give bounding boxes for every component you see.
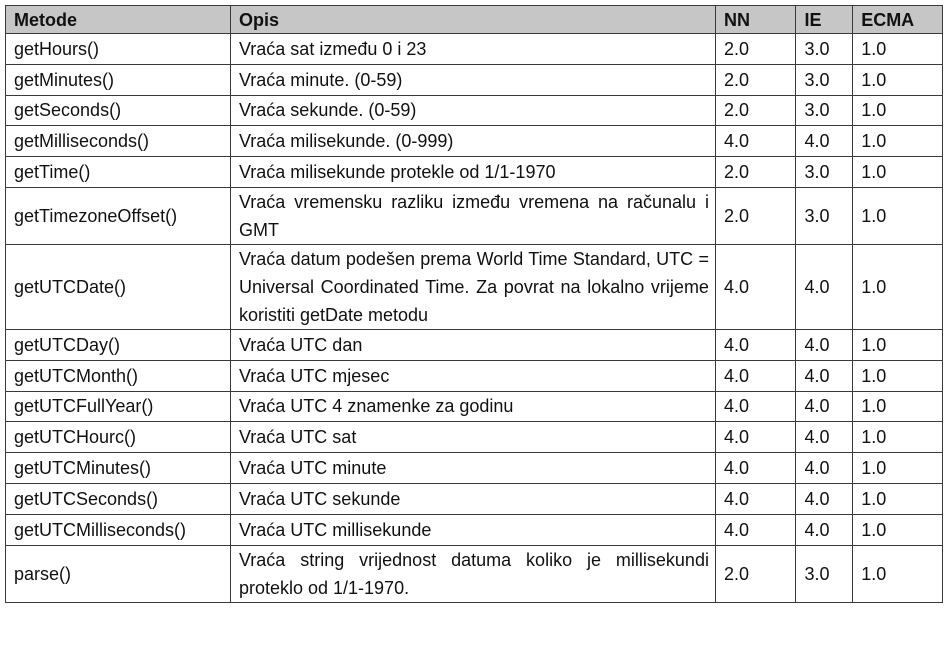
header-metode: Metode (6, 6, 231, 34)
cell-opis: Vraća UTC sat (230, 422, 715, 453)
header-opis: Opis (230, 6, 715, 34)
cell-ie: 4.0 (796, 483, 853, 514)
cell-metoda: getUTCMilliseconds() (6, 514, 231, 545)
table-row (6, 187, 943, 244)
cell-metoda: getTime() (6, 157, 231, 188)
cell-ie: 4.0 (796, 329, 853, 360)
table-row (6, 34, 943, 65)
cell-metoda: parse() (6, 545, 231, 602)
cell-opis: Vraća UTC dan (230, 329, 715, 360)
cell-ecma: 1.0 (853, 64, 943, 95)
cell-opis: Vraća UTC sekunde (230, 483, 715, 514)
cell-metoda: getMinutes() (6, 64, 231, 95)
table-row (6, 64, 943, 95)
cell-ecma: 1.0 (853, 34, 943, 65)
cell-opis: Vraća sat između 0 i 23 (230, 34, 715, 65)
cell-nn: 4.0 (715, 514, 795, 545)
cell-ecma: 1.0 (853, 483, 943, 514)
cell-nn: 2.0 (715, 545, 795, 602)
cell-opis: Vraća UTC millisekunde (230, 514, 715, 545)
table-header (6, 6, 943, 34)
cell-nn: 4.0 (715, 244, 795, 329)
cell-nn: 2.0 (715, 157, 795, 188)
cell-nn: 4.0 (715, 422, 795, 453)
cell-metoda: getUTCFullYear() (6, 391, 231, 422)
cell-opis: Vraća sekunde. (0-59) (230, 95, 715, 126)
cell-opis: Vraća vremensku razliku između vremena na računalu i GMT (230, 187, 715, 244)
cell-ecma: 1.0 (853, 422, 943, 453)
cell-metoda: getHours() (6, 34, 231, 65)
cell-opis: Vraća datum podešen prema World Time Standard, UTC = Universal Coordinated Time. Za povrat na lokalno vrijeme koristiti getDate metodu (230, 244, 715, 329)
table-row (6, 483, 943, 514)
cell-metoda: getUTCDate() (6, 244, 231, 329)
table-row (6, 126, 943, 157)
cell-ie: 4.0 (796, 514, 853, 545)
cell-nn: 2.0 (715, 95, 795, 126)
table-row (6, 545, 943, 602)
cell-nn: 2.0 (715, 187, 795, 244)
table-row (6, 422, 943, 453)
table-row (6, 95, 943, 126)
table-row (6, 157, 943, 188)
table-row (6, 360, 943, 391)
cell-ecma: 1.0 (853, 360, 943, 391)
cell-nn: 4.0 (715, 329, 795, 360)
table-row (6, 514, 943, 545)
cell-ecma: 1.0 (853, 453, 943, 484)
cell-ie: 4.0 (796, 422, 853, 453)
cell-ie: 4.0 (796, 244, 853, 329)
table-row (6, 391, 943, 422)
header-ie: IE (796, 6, 853, 34)
cell-ecma: 1.0 (853, 244, 943, 329)
cell-ie: 4.0 (796, 453, 853, 484)
cell-metoda: getSeconds() (6, 95, 231, 126)
cell-ie: 3.0 (796, 187, 853, 244)
cell-ecma: 1.0 (853, 329, 943, 360)
cell-ie: 3.0 (796, 545, 853, 602)
cell-metoda: getUTCSeconds() (6, 483, 231, 514)
cell-metoda: getTimezoneOffset() (6, 187, 231, 244)
cell-nn: 4.0 (715, 391, 795, 422)
cell-opis: Vraća milisekunde. (0-999) (230, 126, 715, 157)
cell-ie: 3.0 (796, 157, 853, 188)
cell-ie: 3.0 (796, 95, 853, 126)
header-nn: NN (715, 6, 795, 34)
table-row (6, 244, 943, 329)
cell-opis: Vraća string vrijednost datuma koliko je millisekundi proteklo od 1/1-1970. (230, 545, 715, 602)
cell-opis: Vraća UTC minute (230, 453, 715, 484)
cell-metoda: getUTCMonth() (6, 360, 231, 391)
cell-opis: Vraća minute. (0-59) (230, 64, 715, 95)
cell-ecma: 1.0 (853, 187, 943, 244)
cell-nn: 4.0 (715, 126, 795, 157)
table-body (6, 34, 943, 603)
cell-metoda: getMilliseconds() (6, 126, 231, 157)
header-row (6, 6, 943, 34)
cell-ecma: 1.0 (853, 514, 943, 545)
cell-ecma: 1.0 (853, 391, 943, 422)
cell-metoda: getUTCHourc() (6, 422, 231, 453)
cell-opis: Vraća UTC 4 znamenke za godinu (230, 391, 715, 422)
cell-nn: 2.0 (715, 64, 795, 95)
header-ecma: ECMA (853, 6, 943, 34)
cell-nn: 4.0 (715, 360, 795, 391)
cell-ecma: 1.0 (853, 95, 943, 126)
cell-ecma: 1.0 (853, 545, 943, 602)
cell-ie: 4.0 (796, 360, 853, 391)
cell-nn: 2.0 (715, 34, 795, 65)
cell-metoda: getUTCDay() (6, 329, 231, 360)
cell-nn: 4.0 (715, 483, 795, 514)
cell-opis: Vraća UTC mjesec (230, 360, 715, 391)
cell-nn: 4.0 (715, 453, 795, 484)
cell-ie: 4.0 (796, 126, 853, 157)
cell-opis: Vraća milisekunde protekle od 1/1-1970 (230, 157, 715, 188)
cell-ecma: 1.0 (853, 126, 943, 157)
table-row (6, 453, 943, 484)
cell-metoda: getUTCMinutes() (6, 453, 231, 484)
cell-ie: 4.0 (796, 391, 853, 422)
cell-ie: 3.0 (796, 34, 853, 65)
cell-ecma: 1.0 (853, 157, 943, 188)
table-row (6, 329, 943, 360)
cell-ie: 3.0 (796, 64, 853, 95)
methods-table (5, 5, 943, 603)
